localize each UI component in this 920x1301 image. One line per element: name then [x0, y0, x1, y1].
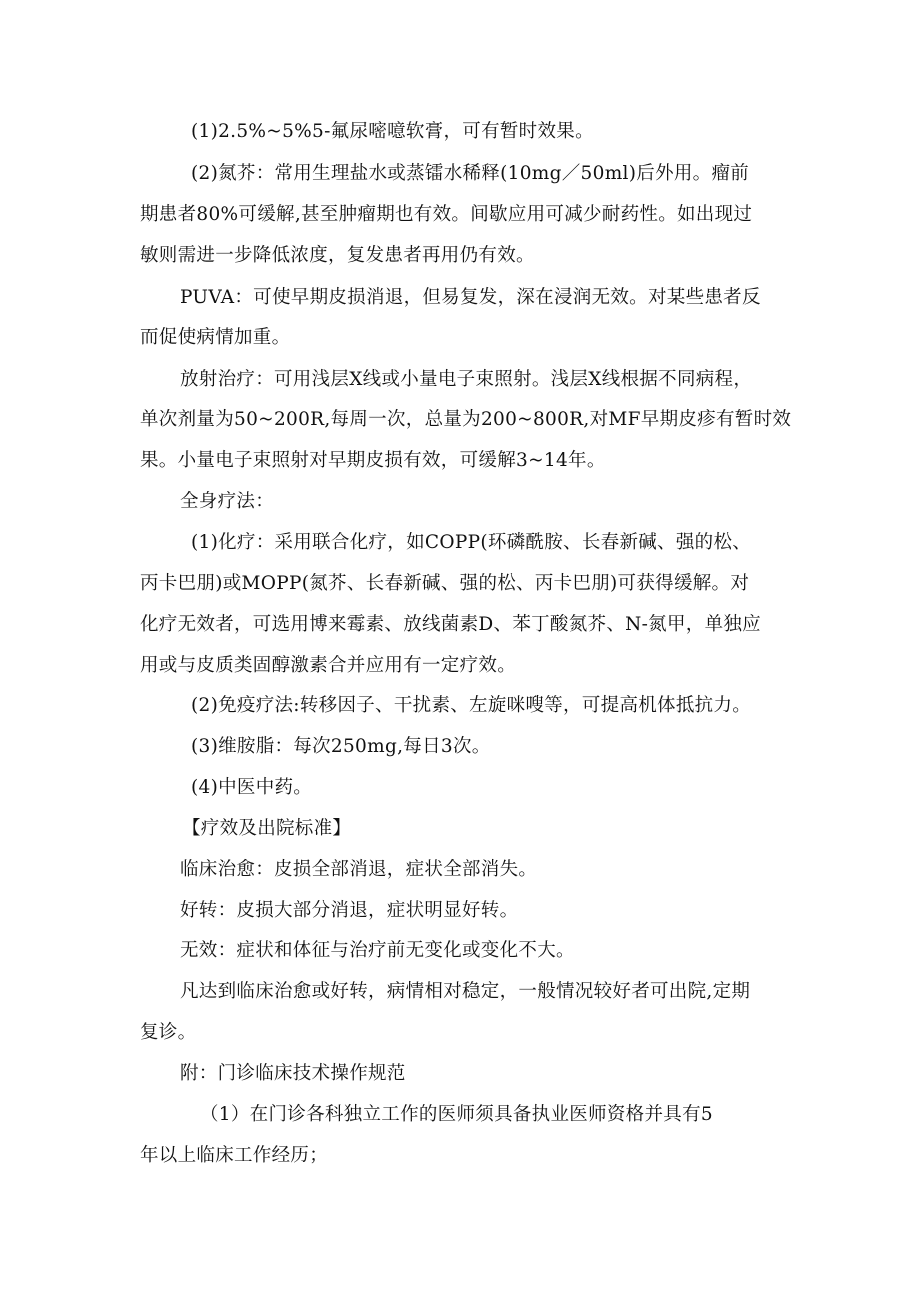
text-line: 年以上临床工作经历； — [140, 1145, 329, 1166]
text-line: 好转：皮损大部分消退，症状明显好转。 — [180, 900, 519, 921]
text-line: 化疗无效者，可选用博来霉素、放线菌素D、苯丁酸氮芥、N-氮甲，单独应 — [140, 614, 761, 635]
text-line: (3)维胺脂：每次250mg,每日3次。 — [191, 736, 491, 757]
text-line: 全身疗法： — [180, 491, 275, 512]
text-line: 而促使病情加重。 — [140, 327, 291, 348]
text-line: (1)2.5%~5%5-氟尿嘧噫软膏，可有暂时效果。 — [191, 121, 594, 142]
text-line: (2)免疫疗法:转移因子、干扰素、左旋咪嗖等，可提高机体抵抗力。 — [191, 695, 752, 716]
text-line: 用或与皮质类固醇激素合并应用有一定疗效。 — [140, 655, 517, 676]
text-line: 复诊。 — [140, 1022, 197, 1043]
text-line: 敏则需进一步降低浓度，复发患者再用仍有效。 — [140, 245, 535, 266]
text-line: 放射治疗：可用浅层X线或小量电子束照射。浅层X线根据不同病程， — [180, 369, 753, 390]
section-heading: 【疗效及出院标准】 — [182, 818, 352, 839]
text-line: 临床治愈：皮损全部消退，症状全部消失。 — [180, 859, 538, 880]
text-line: 期患者80%可缓解,甚至肿瘤期也有效。间歇应用可减少耐药性。如出现过 — [140, 204, 753, 225]
text-line: (1)化疗：采用联合化疗，如COPP(环磷酰胺、长春新碱、强的松、 — [191, 532, 752, 553]
text-line: (4)中医中药。 — [191, 777, 313, 798]
text-line: 附：门诊临床技术操作规范 — [180, 1063, 406, 1084]
text-line: PUVA：可使早期皮损消退，但易复发，深在浸润无效。对某些患者反 — [180, 287, 761, 308]
text-line: 丙卡巴朋)或MOPP(氮芥、长春新碱、强的松、丙卡巴朋)可获得缓解。对 — [140, 573, 750, 594]
text-line: (2)氮芥：常用生理盐水或蒸镭水稀释(10mg／50ml)后外用。瘤前 — [191, 163, 750, 184]
text-line: 凡达到临床治愈或好转，病情相对稳定，一般情况较好者可出院,定期 — [180, 981, 751, 1002]
text-line: （1）在门诊各科独立工作的医师须具备执业医师资格并具有5 — [200, 1104, 713, 1125]
text-line: 果。小量电子束照射对早期皮损有效，可缓解3~14年。 — [140, 450, 606, 471]
text-line: 无效：症状和体征与治疗前无变化或变化不大。 — [180, 940, 575, 961]
text-line: 单次剂量为50~200R,每周一次，总量为200~800R,对MF早期皮疹有暂时效 — [140, 409, 792, 430]
